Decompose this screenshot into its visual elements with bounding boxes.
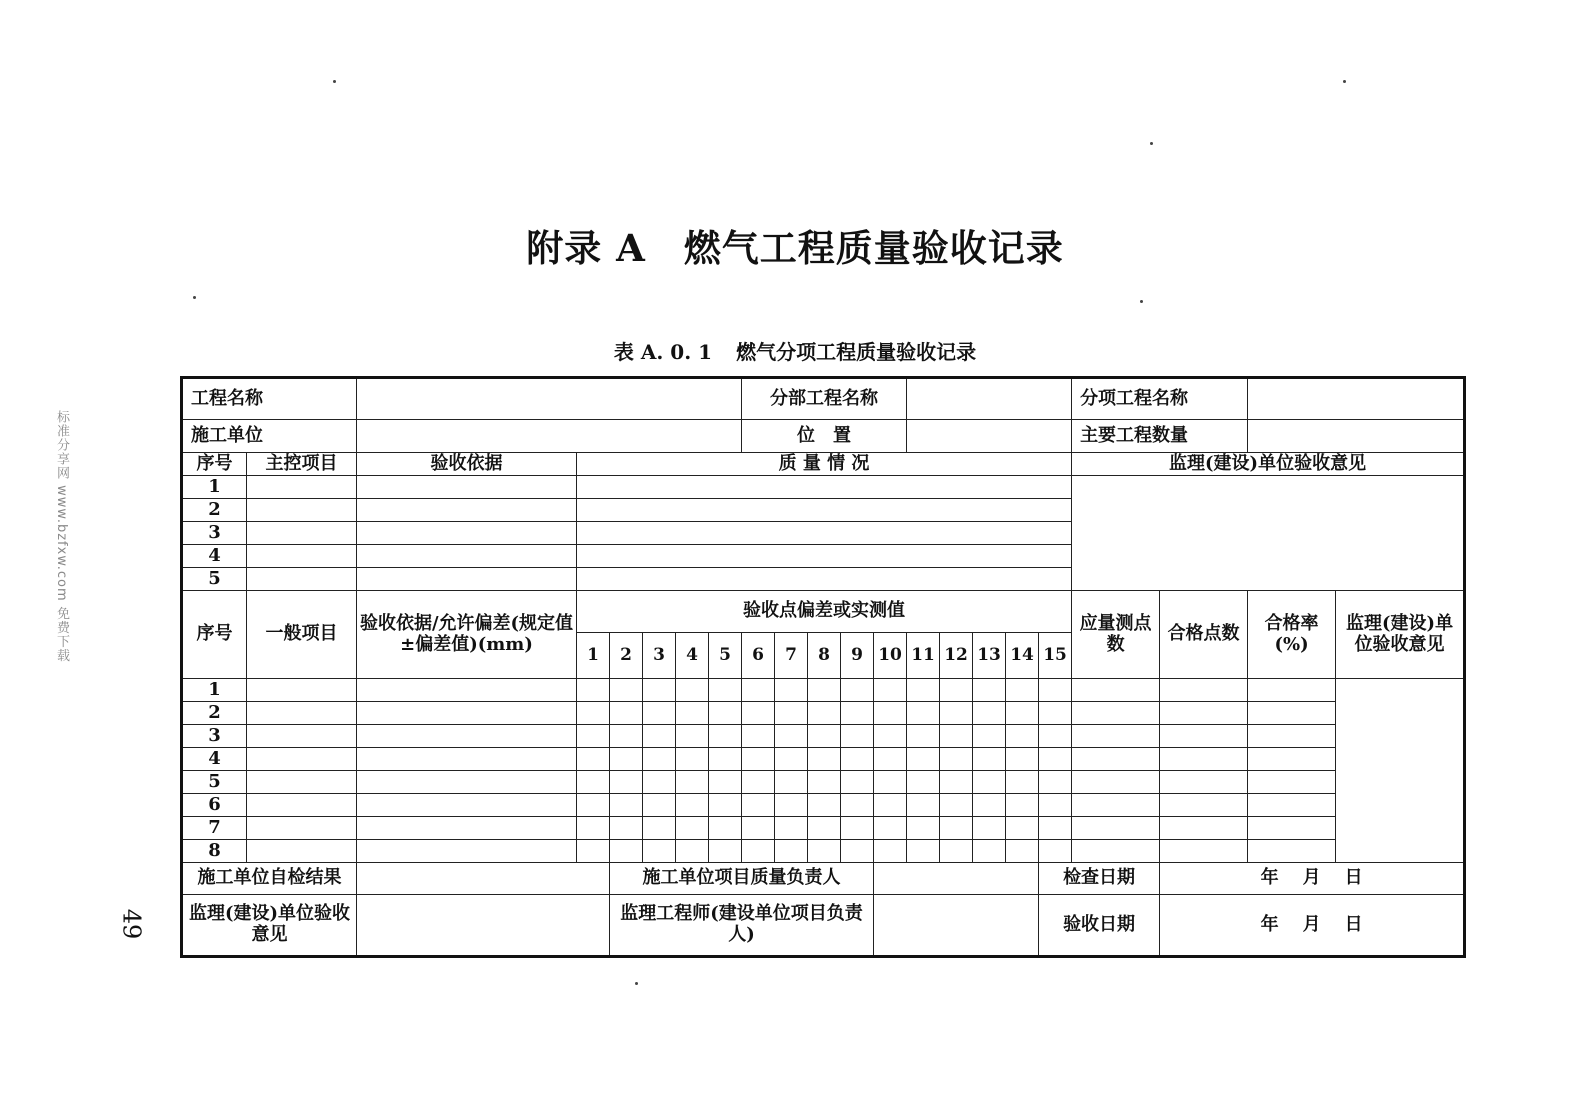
point-value-4[interactable] xyxy=(676,840,709,863)
point-value-2[interactable] xyxy=(610,725,643,748)
should-points-cell[interactable] xyxy=(1072,748,1160,771)
point-value-4[interactable] xyxy=(676,771,709,794)
point-value-9[interactable] xyxy=(841,771,874,794)
main-row-quality[interactable] xyxy=(577,568,1072,591)
pass-rate-cell[interactable] xyxy=(1248,748,1336,771)
point-value-8[interactable] xyxy=(808,748,841,771)
side-watermark: 标准分享网 www.bzfxw.com 免费下载 xyxy=(54,410,69,663)
point-value-1[interactable] xyxy=(577,817,610,840)
general-row-seq: 8 xyxy=(182,840,247,863)
point-value-9[interactable] xyxy=(841,679,874,702)
point-value-10[interactable] xyxy=(874,748,907,771)
construction-unit-label: 施工单位 xyxy=(182,420,357,453)
point-value-4[interactable] xyxy=(676,748,709,771)
point-value-14[interactable] xyxy=(1006,817,1039,840)
general-row-seq: 6 xyxy=(182,794,247,817)
qualified-points-cell[interactable] xyxy=(1160,840,1248,863)
point-value-7[interactable] xyxy=(775,771,808,794)
point-value-7[interactable] xyxy=(775,702,808,725)
quality-acceptance-form xyxy=(180,376,1466,958)
accept-date-field[interactable] xyxy=(1160,895,1465,957)
pass-rate-cell[interactable] xyxy=(1248,679,1336,702)
point-value-13[interactable] xyxy=(973,702,1006,725)
main-row-seq: 3 xyxy=(182,522,247,545)
point-number-12: 12 xyxy=(940,633,973,679)
general-row-item[interactable] xyxy=(247,840,357,863)
point-value-13[interactable] xyxy=(973,840,1006,863)
point-number-3: 3 xyxy=(643,633,676,679)
general-supervision-header: 监理(建设)单位验收意见 xyxy=(1336,591,1465,679)
point-value-15[interactable] xyxy=(1039,748,1072,771)
point-value-12[interactable] xyxy=(940,840,973,863)
table-caption xyxy=(0,336,1590,365)
main-row-item[interactable] xyxy=(247,522,357,545)
point-value-11[interactable] xyxy=(907,748,940,771)
general-seq-header: 序号 xyxy=(182,591,247,679)
point-value-5[interactable] xyxy=(709,817,742,840)
point-value-12[interactable] xyxy=(940,817,973,840)
point-number-15: 15 xyxy=(1039,633,1072,679)
point-value-2[interactable] xyxy=(610,702,643,725)
point-number-10: 10 xyxy=(874,633,907,679)
main-row-seq: 1 xyxy=(182,476,247,499)
point-value-8[interactable] xyxy=(808,840,841,863)
point-value-1[interactable] xyxy=(577,840,610,863)
main-item-header: 主控项目 xyxy=(247,453,357,476)
pass-rate-cell[interactable] xyxy=(1248,817,1336,840)
should-points-cell[interactable] xyxy=(1072,840,1160,863)
point-value-15[interactable] xyxy=(1039,702,1072,725)
point-value-7[interactable] xyxy=(775,794,808,817)
construction-unit-field[interactable] xyxy=(357,420,742,453)
general-row-item[interactable] xyxy=(247,817,357,840)
self-check-label: 施工单位自检结果 xyxy=(182,863,357,895)
general-basis-header: 验收依据/允许偏差(规定值±偏差值)(mm) xyxy=(357,591,577,679)
point-value-14[interactable] xyxy=(1006,725,1039,748)
scan-speck xyxy=(1150,142,1153,145)
point-value-9[interactable] xyxy=(841,817,874,840)
point-number-5: 5 xyxy=(709,633,742,679)
sub-project-name-field[interactable] xyxy=(907,378,1072,420)
point-value-2[interactable] xyxy=(610,794,643,817)
main-quantity-label: 主要工程数量 xyxy=(1072,420,1248,453)
general-row-basis[interactable] xyxy=(357,679,577,702)
supervisor-field[interactable] xyxy=(874,895,1039,957)
main-supervision-field[interactable] xyxy=(1072,476,1465,591)
point-value-2[interactable] xyxy=(610,840,643,863)
should-points-header: 应量测点数 xyxy=(1072,591,1160,679)
point-value-3[interactable] xyxy=(643,840,676,863)
point-value-3[interactable] xyxy=(643,748,676,771)
point-value-13[interactable] xyxy=(973,794,1006,817)
point-number-2: 2 xyxy=(610,633,643,679)
point-value-1[interactable] xyxy=(577,748,610,771)
project-name-field[interactable] xyxy=(357,378,742,420)
qualified-points-cell[interactable] xyxy=(1160,748,1248,771)
should-points-cell[interactable] xyxy=(1072,725,1160,748)
point-number-7: 7 xyxy=(775,633,808,679)
point-number-4: 4 xyxy=(676,633,709,679)
accept-date-label: 验收日期 xyxy=(1039,895,1160,957)
point-value-11[interactable] xyxy=(907,817,940,840)
point-value-5[interactable] xyxy=(709,794,742,817)
point-value-6[interactable] xyxy=(742,748,775,771)
point-value-7[interactable] xyxy=(775,840,808,863)
main-row-item[interactable] xyxy=(247,499,357,522)
main-row-basis[interactable] xyxy=(357,545,577,568)
self-check-field[interactable] xyxy=(357,863,610,895)
pass-rate-header: 合格率(%) xyxy=(1248,591,1336,679)
main-row-basis[interactable] xyxy=(357,568,577,591)
point-value-14[interactable] xyxy=(1006,771,1039,794)
should-points-cell[interactable] xyxy=(1072,771,1160,794)
point-value-15[interactable] xyxy=(1039,725,1072,748)
pass-rate-cell[interactable] xyxy=(1248,794,1336,817)
main-row-item[interactable] xyxy=(247,476,357,499)
point-number-13: 13 xyxy=(973,633,1006,679)
point-value-14[interactable] xyxy=(1006,679,1039,702)
general-row-item[interactable] xyxy=(247,725,357,748)
point-value-11[interactable] xyxy=(907,679,940,702)
pass-rate-cell[interactable] xyxy=(1248,725,1336,748)
point-value-10[interactable] xyxy=(874,725,907,748)
general-row xyxy=(182,840,1465,863)
heading-title: 燃气工程质量验收记录 xyxy=(683,226,1064,270)
general-row-seq: 3 xyxy=(182,725,247,748)
scan-speck xyxy=(333,80,336,83)
accept-date-year: 年 xyxy=(1260,913,1279,935)
general-row-seq: 2 xyxy=(182,702,247,725)
point-value-13[interactable] xyxy=(973,817,1006,840)
general-row xyxy=(182,748,1465,771)
point-value-1[interactable] xyxy=(577,794,610,817)
point-value-4[interactable] xyxy=(676,817,709,840)
point-value-11[interactable] xyxy=(907,840,940,863)
quality-manager-field[interactable] xyxy=(874,863,1039,895)
general-row-seq: 4 xyxy=(182,748,247,771)
point-value-6[interactable] xyxy=(742,817,775,840)
point-value-9[interactable] xyxy=(841,702,874,725)
general-row-basis[interactable] xyxy=(357,794,577,817)
general-row xyxy=(182,725,1465,748)
point-value-2[interactable] xyxy=(610,771,643,794)
qualified-points-cell[interactable] xyxy=(1160,771,1248,794)
point-value-8[interactable] xyxy=(808,817,841,840)
point-number-8: 8 xyxy=(808,633,841,679)
point-value-12[interactable] xyxy=(940,771,973,794)
point-value-13[interactable] xyxy=(973,771,1006,794)
quality-manager-label: 施工单位项目质量负责人 xyxy=(610,863,874,895)
point-value-4[interactable] xyxy=(676,702,709,725)
point-value-2[interactable] xyxy=(610,748,643,771)
point-value-8[interactable] xyxy=(808,679,841,702)
main-row-quality[interactable] xyxy=(577,499,1072,522)
scan-speck xyxy=(193,296,196,299)
point-value-3[interactable] xyxy=(643,702,676,725)
point-value-1[interactable] xyxy=(577,771,610,794)
main-row-seq: 5 xyxy=(182,568,247,591)
point-value-5[interactable] xyxy=(709,748,742,771)
project-name-label: 工程名称 xyxy=(182,378,357,420)
general-row xyxy=(182,771,1465,794)
main-row xyxy=(182,476,1465,499)
general-row-seq: 5 xyxy=(182,771,247,794)
point-value-10[interactable] xyxy=(874,702,907,725)
point-value-5[interactable] xyxy=(709,771,742,794)
point-value-10[interactable] xyxy=(874,817,907,840)
general-row xyxy=(182,702,1465,725)
point-value-5[interactable] xyxy=(709,679,742,702)
supervision-opinion-label: 监理(建设)单位验收意见 xyxy=(182,895,357,957)
point-value-4[interactable] xyxy=(676,725,709,748)
point-value-11[interactable] xyxy=(907,702,940,725)
general-row-basis[interactable] xyxy=(357,702,577,725)
should-points-cell[interactable] xyxy=(1072,794,1160,817)
point-value-8[interactable] xyxy=(808,771,841,794)
qualified-points-cell[interactable] xyxy=(1160,725,1248,748)
scan-speck xyxy=(1343,80,1346,83)
should-points-cell[interactable] xyxy=(1072,679,1160,702)
general-row xyxy=(182,794,1465,817)
item-project-name-field[interactable] xyxy=(1248,378,1465,420)
point-value-14[interactable] xyxy=(1006,840,1039,863)
sub-project-name-label: 分部工程名称 xyxy=(742,378,907,420)
point-value-6[interactable] xyxy=(742,725,775,748)
point-number-11: 11 xyxy=(907,633,940,679)
point-value-7[interactable] xyxy=(775,817,808,840)
check-date-month: 月 xyxy=(1302,867,1321,889)
should-points-cell[interactable] xyxy=(1072,817,1160,840)
general-item-header: 一般项目 xyxy=(247,591,357,679)
general-row-basis[interactable] xyxy=(357,840,577,863)
appendix-heading xyxy=(0,218,1590,272)
point-value-11[interactable] xyxy=(907,794,940,817)
point-value-12[interactable] xyxy=(940,794,973,817)
point-value-6[interactable] xyxy=(742,702,775,725)
caption-title: 燃气分项工程质量验收记录 xyxy=(736,340,977,364)
point-value-5[interactable] xyxy=(709,840,742,863)
point-value-5[interactable] xyxy=(709,702,742,725)
main-row-basis[interactable] xyxy=(357,522,577,545)
main-row-seq: 2 xyxy=(182,499,247,522)
general-row-item[interactable] xyxy=(247,794,357,817)
point-value-13[interactable] xyxy=(973,748,1006,771)
heading-prefix: 附录 A xyxy=(526,226,646,270)
point-value-6[interactable] xyxy=(742,794,775,817)
general-row-item[interactable] xyxy=(247,679,357,702)
point-value-5[interactable] xyxy=(709,725,742,748)
general-row-basis[interactable] xyxy=(357,817,577,840)
point-value-15[interactable] xyxy=(1039,840,1072,863)
main-quantity-field[interactable] xyxy=(1248,420,1465,453)
point-value-4[interactable] xyxy=(676,679,709,702)
point-value-11[interactable] xyxy=(907,725,940,748)
general-row-item[interactable] xyxy=(247,702,357,725)
main-row-item[interactable] xyxy=(247,568,357,591)
point-value-13[interactable] xyxy=(973,725,1006,748)
main-row-basis[interactable] xyxy=(357,499,577,522)
point-value-7[interactable] xyxy=(775,679,808,702)
point-value-10[interactable] xyxy=(874,771,907,794)
main-row-quality[interactable] xyxy=(577,476,1072,499)
point-value-2[interactable] xyxy=(610,679,643,702)
main-row-seq: 4 xyxy=(182,545,247,568)
general-row-seq: 1 xyxy=(182,679,247,702)
point-value-1[interactable] xyxy=(577,679,610,702)
point-value-6[interactable] xyxy=(742,840,775,863)
general-row-item[interactable] xyxy=(247,748,357,771)
point-value-1[interactable] xyxy=(577,702,610,725)
location-field[interactable] xyxy=(907,420,1072,453)
point-value-11[interactable] xyxy=(907,771,940,794)
main-seq-header: 序号 xyxy=(182,453,247,476)
qualified-points-cell[interactable] xyxy=(1160,817,1248,840)
point-value-1[interactable] xyxy=(577,725,610,748)
main-supervision-header: 监理(建设)单位验收意见 xyxy=(1072,453,1465,476)
scan-speck xyxy=(635,982,638,985)
accept-date-month: 月 xyxy=(1302,913,1321,935)
point-value-8[interactable] xyxy=(808,725,841,748)
pass-rate-cell[interactable] xyxy=(1248,702,1336,725)
general-row-seq: 7 xyxy=(182,817,247,840)
main-row-quality[interactable] xyxy=(577,522,1072,545)
point-value-6[interactable] xyxy=(742,771,775,794)
point-value-2[interactable] xyxy=(610,817,643,840)
point-value-7[interactable] xyxy=(775,725,808,748)
point-value-8[interactable] xyxy=(808,794,841,817)
item-project-name-label: 分项工程名称 xyxy=(1072,378,1248,420)
caption-number: 表 A. 0. 1 xyxy=(613,340,713,364)
point-value-12[interactable] xyxy=(940,748,973,771)
point-value-10[interactable] xyxy=(874,794,907,817)
point-value-12[interactable] xyxy=(940,702,973,725)
page-number: 49 xyxy=(117,908,146,940)
point-value-15[interactable] xyxy=(1039,679,1072,702)
point-number-9: 9 xyxy=(841,633,874,679)
point-number-1: 1 xyxy=(577,633,610,679)
point-value-10[interactable] xyxy=(874,840,907,863)
point-value-9[interactable] xyxy=(841,748,874,771)
should-points-cell[interactable] xyxy=(1072,702,1160,725)
point-value-3[interactable] xyxy=(643,771,676,794)
supervision-opinion-field[interactable] xyxy=(357,895,610,957)
point-number-6: 6 xyxy=(742,633,775,679)
scan-speck xyxy=(1140,300,1143,303)
qualified-points-cell[interactable] xyxy=(1160,794,1248,817)
check-date-year: 年 xyxy=(1260,867,1279,889)
point-value-3[interactable] xyxy=(643,679,676,702)
supervisor-label: 监理工程师(建设单位项目负责人) xyxy=(610,895,874,957)
main-basis-header: 验收依据 xyxy=(357,453,577,476)
point-value-3[interactable] xyxy=(643,794,676,817)
point-value-3[interactable] xyxy=(643,725,676,748)
point-value-15[interactable] xyxy=(1039,771,1072,794)
point-value-9[interactable] xyxy=(841,794,874,817)
pass-rate-cell[interactable] xyxy=(1248,840,1336,863)
point-value-6[interactable] xyxy=(742,679,775,702)
point-value-12[interactable] xyxy=(940,725,973,748)
point-value-7[interactable] xyxy=(775,748,808,771)
point-number-14: 14 xyxy=(1006,633,1039,679)
point-value-14[interactable] xyxy=(1006,794,1039,817)
point-value-15[interactable] xyxy=(1039,794,1072,817)
main-row-quality[interactable] xyxy=(577,545,1072,568)
point-value-13[interactable] xyxy=(973,679,1006,702)
point-value-9[interactable] xyxy=(841,840,874,863)
qualified-points-cell[interactable] xyxy=(1160,702,1248,725)
general-row xyxy=(182,679,1465,702)
pass-rate-cell[interactable] xyxy=(1248,771,1336,794)
general-row xyxy=(182,817,1465,840)
point-value-4[interactable] xyxy=(676,794,709,817)
accept-date-day: 日 xyxy=(1344,913,1363,935)
qualified-points-cell[interactable] xyxy=(1160,679,1248,702)
main-row-basis[interactable] xyxy=(357,476,577,499)
point-value-10[interactable] xyxy=(874,679,907,702)
main-row-item[interactable] xyxy=(247,545,357,568)
point-value-8[interactable] xyxy=(808,702,841,725)
point-value-14[interactable] xyxy=(1006,748,1039,771)
general-row-basis[interactable] xyxy=(357,771,577,794)
general-row-item[interactable] xyxy=(247,771,357,794)
qualified-points-header: 合格点数 xyxy=(1160,591,1248,679)
check-date-label: 检查日期 xyxy=(1039,863,1160,895)
quality-header: 质 量 情 况 xyxy=(577,453,1072,476)
check-date-day: 日 xyxy=(1344,867,1363,889)
point-value-14[interactable] xyxy=(1006,702,1039,725)
point-value-15[interactable] xyxy=(1039,817,1072,840)
check-date-field[interactable] xyxy=(1160,863,1465,895)
point-value-3[interactable] xyxy=(643,817,676,840)
point-value-12[interactable] xyxy=(940,679,973,702)
points-header: 验收点偏差或实测值 xyxy=(577,591,1072,633)
general-supervision-field[interactable] xyxy=(1336,679,1465,863)
location-label: 位 置 xyxy=(742,420,907,453)
point-value-9[interactable] xyxy=(841,725,874,748)
general-row-basis[interactable] xyxy=(357,748,577,771)
general-row-basis[interactable] xyxy=(357,725,577,748)
